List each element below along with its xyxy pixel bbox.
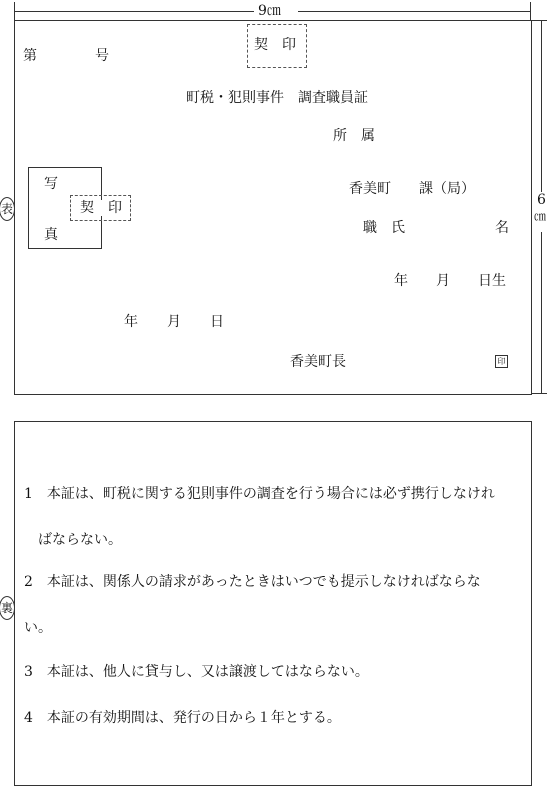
front-side-label: 表 [0, 197, 15, 221]
issuer: 香美町長 [290, 354, 346, 370]
issuer-seal: 印 [495, 355, 508, 368]
number-prefix: 第 [23, 48, 37, 64]
height-dimension-unit: ㎝ [534, 209, 547, 223]
width-dimension-line-left [14, 11, 254, 12]
card-title: 町税・犯則事件 調査職員証 [186, 90, 368, 106]
height-dimension-line-top [541, 20, 542, 192]
number-suffix: 号 [95, 48, 109, 64]
note-1-line-2: ばならない。 [38, 532, 122, 548]
note-2-line-2: い。 [24, 620, 52, 636]
width-dimension-line-right [298, 11, 530, 12]
height-dimension-tick-top [531, 20, 547, 21]
issue-year: 年 [124, 314, 138, 330]
issue-month: 月 [167, 314, 181, 330]
affiliation-label: 所 属 [333, 128, 375, 144]
note-3: 3 本証は、他人に貸与し、又は譲渡してはならない。 [24, 664, 369, 680]
card-back [14, 421, 532, 786]
tally-seal-text-top: 契 印 [254, 37, 296, 53]
back-side-label: 裏 [0, 596, 15, 620]
height-dimension-number: 6 [537, 192, 546, 208]
birth-date: 年 月 日生 [394, 273, 506, 289]
note-4: 4 本証の有効期間は、発行の日から１年とする。 [24, 710, 341, 726]
issue-day: 日 [210, 314, 224, 330]
tally-seal-text-photo: 契 印 [80, 200, 122, 216]
width-dimension-label: 9㎝ [258, 3, 281, 19]
position-name-label: 職 氏 [363, 220, 405, 236]
department: 香美町 課（局） [349, 181, 475, 197]
height-dimension-tick-bottom [531, 393, 547, 394]
dimension-tick-right [530, 2, 531, 20]
height-dimension-line-bottom [541, 232, 542, 393]
photo-label-bottom: 真 [44, 227, 58, 243]
photo-label-top: 写 [44, 176, 58, 192]
note-2-line-1: 2 本証は、関係人の請求があったときはいつでも提示しなければならな [24, 574, 481, 590]
note-1-line-1: 1 本証は、町税に関する犯則事件の調査を行う場合には必ず携行しなけれ [24, 486, 495, 502]
name-label: 名 [495, 220, 509, 236]
